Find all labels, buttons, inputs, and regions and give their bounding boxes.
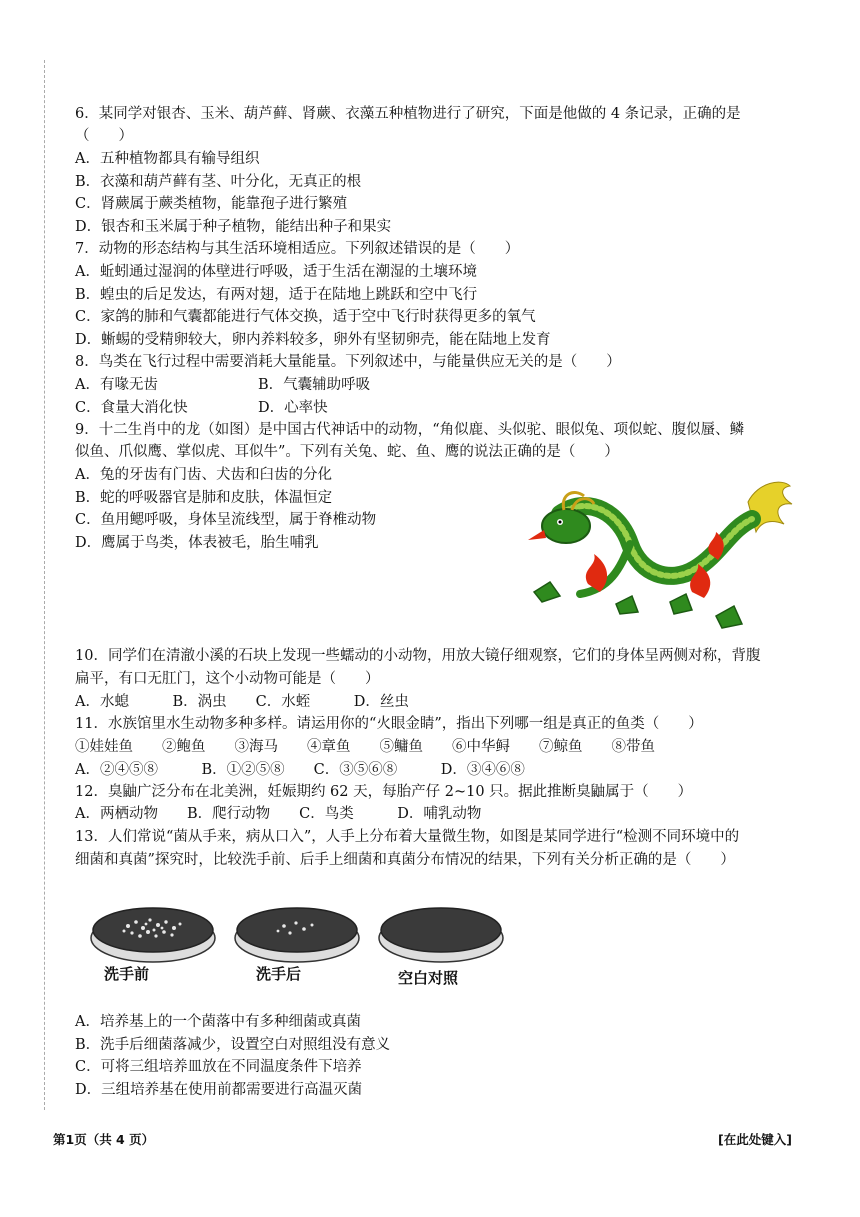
q6-option-a: A．五种植物都具有输导组织 xyxy=(75,151,260,167)
dish-label-control: 空白对照 xyxy=(398,969,459,987)
petri-dish-after xyxy=(232,898,362,964)
q10-options: A．水螅 B．涡虫 C．水蛭 D．丝虫 xyxy=(75,694,409,710)
q11-items: ①娃娃鱼 ②鲍鱼 ③海马 ④章鱼 ⑤鳙鱼 ⑥中华鲟 ⑦鲸鱼 ⑧带鱼 xyxy=(75,739,655,755)
dragon-head xyxy=(528,492,594,543)
q9-stem-line1: 9．十二生肖中的龙（如图）是中国古代神话中的动物，“角似鹿、头似驼、眼似兔、项似蛇、腹似蜃、鳞 xyxy=(75,422,745,438)
petri-dish-control xyxy=(376,898,506,964)
q11-stem: 11．水族馆里水生动物多种多样。请运用你的“火眼金睛”，指出下列哪一组是真正的鱼类（ ） xyxy=(75,716,703,732)
q12-stem: 12．臭鼬广泛分布在北美洲，妊娠期约 62 天，每胎产仔 2~10 只。据此推断臭鼬属于（ ） xyxy=(75,784,693,800)
q9-option-a: A．兔的牙齿有门齿、犬齿和臼齿的分化 xyxy=(75,467,332,483)
q9-stem-line2: 似鱼、爪似鹰、掌似虎、耳似牛”。下列有关兔、蛇、鱼、鹰的说法正确的是（ ） xyxy=(75,444,619,460)
q13-stem-line2: 细菌和真菌”探究时，比较洗手前、后手上细菌和真菌分布情况的结果，下列有关分析正确的是（ ） xyxy=(75,852,735,868)
q9-option-c: C．鱼用鳃呼吸，身体呈流线型，属于脊椎动物 xyxy=(75,512,377,528)
page-number: 第1页（共 4 页） xyxy=(53,1132,155,1147)
q7-option-c: C．家鸽的肺和气囊都能进行气体交换，适于空中飞行时获得更多的氧气 xyxy=(75,309,536,325)
q13-option-c: C．可将三组培养皿放在不同温度条件下培养 xyxy=(75,1059,362,1075)
q9-option-b: B．蛇的呼吸器官是肺和皮肤，体温恒定 xyxy=(75,490,333,506)
q8-option-a: A．有喙无齿 xyxy=(75,377,158,393)
q6-option-c: C．肾蕨属于蕨类植物，能靠孢子进行繁殖 xyxy=(75,196,348,212)
q10-stem-line2: 扁平，有口无肛门，这个小动物可能是（ ） xyxy=(75,671,380,687)
q13-option-d: D．三组培养基在使用前都需要进行高温灭菌 xyxy=(75,1082,363,1098)
q6-option-b: B．衣藻和葫芦藓有茎、叶分化，无真正的根 xyxy=(75,174,362,190)
q11-options: A．②④⑤⑧ B．①②⑤⑧ C．③⑤⑥⑧ D．③④⑥⑧ xyxy=(75,762,525,778)
q6-stem: 6．某同学对银杏、玉米、葫芦藓、肾蕨、衣藻五种植物进行了研究，下面是他做的 4 条记录，正确的是 xyxy=(75,106,741,122)
q6-answer-bracket: （ ） xyxy=(75,128,133,144)
q8-option-b: B．气囊辅助呼吸 xyxy=(258,377,371,393)
q6-option-d: D．银杏和玉米属于种子植物，能结出种子和果实 xyxy=(75,219,392,235)
q8-option-d: D．心率快 xyxy=(258,400,328,416)
binding-margin-line xyxy=(44,60,46,1110)
dragon-illustration xyxy=(520,474,796,634)
q8-stem: 8．鸟类在飞行过程中需要消耗大量能量。下列叙述中，与能量供应无关的是（ ） xyxy=(75,354,621,370)
q13-option-b: B．洗手后细菌落减少，设置空白对照组没有意义 xyxy=(75,1037,391,1053)
dish-label-before: 洗手前 xyxy=(104,965,150,983)
q7-option-a: A．蚯蚓通过湿润的体壁进行呼吸，适于生活在潮湿的土壤环境 xyxy=(75,264,477,280)
q7-option-d: D．蜥蜴的受精卵较大，卵内养料较多，卵外有坚韧卵壳，能在陆地上发育 xyxy=(75,332,551,348)
q13-option-a: A．培养基上的一个菌落中有多种细菌或真菌 xyxy=(75,1014,361,1030)
dish-label-after: 洗手后 xyxy=(256,965,302,983)
q13-stem-line1: 13．人们常说“菌从手来，病从口入”，人手上分布着大量微生物，如图是某同学进行“检测不同环境中的 xyxy=(75,829,740,845)
q7-stem: 7．动物的形态结构与其生活环境相适应。下列叙述错误的是（ ） xyxy=(75,241,520,257)
petri-dish-before xyxy=(88,898,218,964)
q8-option-c: C．食量大消化快 xyxy=(75,400,188,416)
q9-option-d: D．鹰属于鸟类，体表被毛，胎生哺乳 xyxy=(75,535,319,551)
q7-option-b: B．蝗虫的后足发达，有两对翅，适于在陆地上跳跃和空中飞行 xyxy=(75,287,478,303)
dragon-claws xyxy=(534,582,742,628)
footer-placeholder: [在此处键入] xyxy=(718,1132,792,1147)
q10-stem-line1: 10．同学们在清澈小溪的石块上发现一些蠕动的小动物，用放大镜仔细观察，它们的身体呈两侧对称，背腹 xyxy=(75,648,761,664)
q12-options: A．两栖动物 B．爬行动物 C．鸟类 D．哺乳动物 xyxy=(75,806,482,822)
